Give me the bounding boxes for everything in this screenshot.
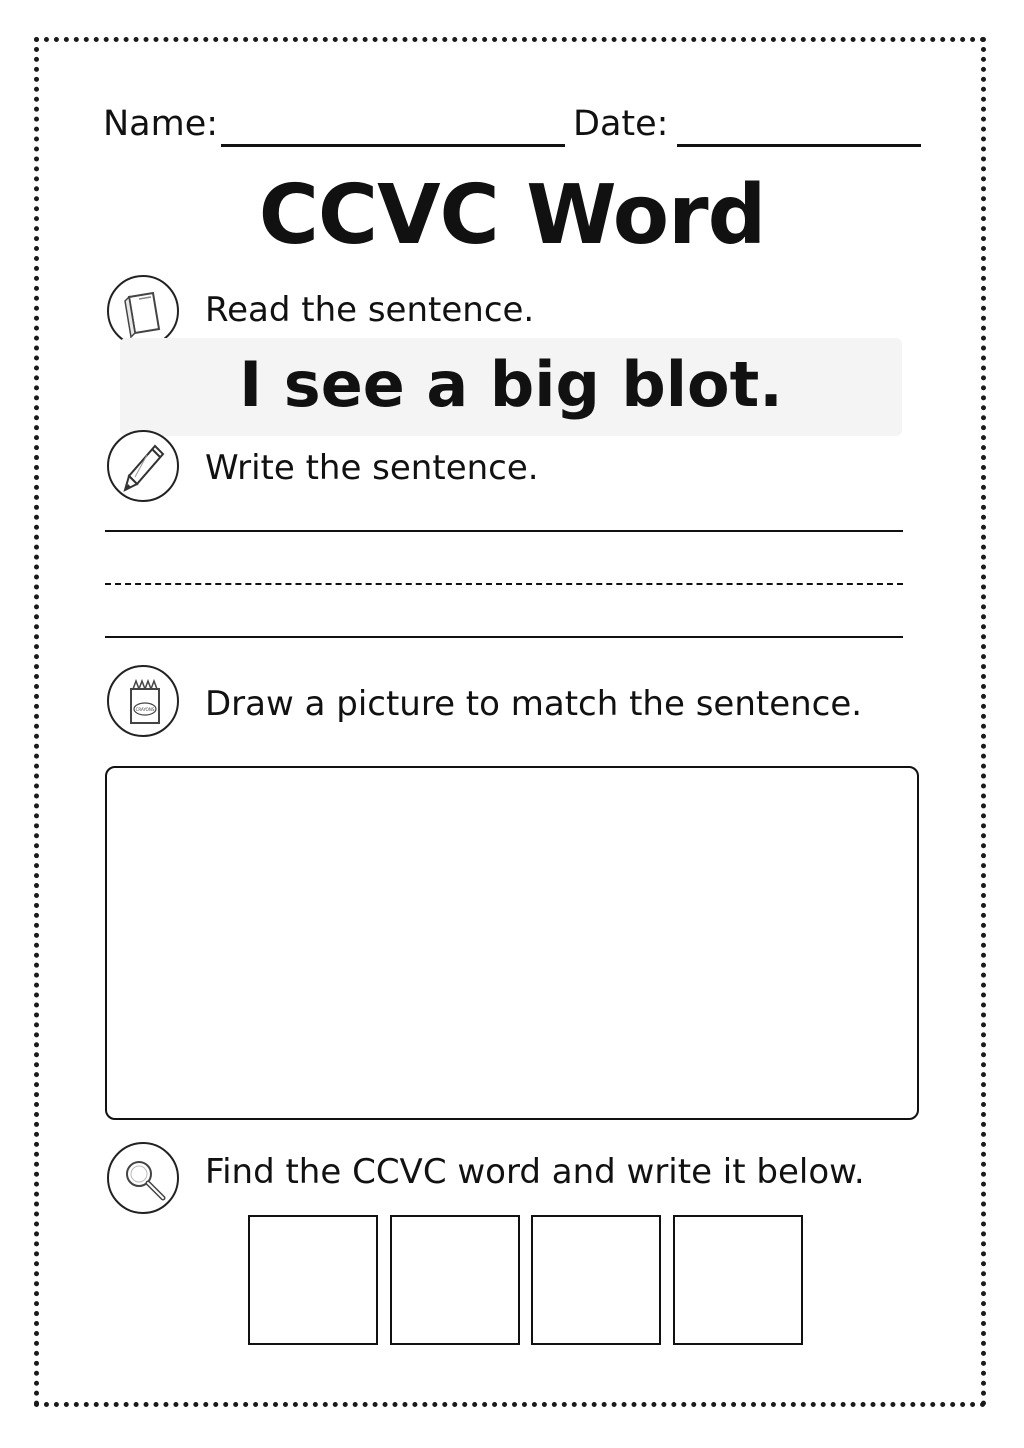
name-label: Name: xyxy=(103,104,219,144)
drawing-area[interactable] xyxy=(105,766,919,1120)
magnifier-icon xyxy=(107,1142,179,1214)
draw-instruction: Draw a picture to match the sentence. xyxy=(205,684,863,724)
crayon-box-label: CRAYONS xyxy=(135,707,155,712)
pencil-icon xyxy=(107,430,179,502)
read-instruction: Read the sentence. xyxy=(205,290,535,330)
letter-box-2[interactable] xyxy=(390,1215,520,1345)
header-row xyxy=(103,98,923,158)
date-field-line[interactable] xyxy=(677,144,921,147)
writing-line-bottom[interactable] xyxy=(105,636,903,638)
letter-box-4[interactable] xyxy=(673,1215,803,1345)
letter-box-1[interactable] xyxy=(248,1215,378,1345)
reading-sentence: I see a big blot. xyxy=(239,348,783,421)
letter-box-3[interactable] xyxy=(531,1215,661,1345)
crayons-icon xyxy=(107,665,179,737)
writing-line-top[interactable] xyxy=(105,530,903,532)
writing-line-middle[interactable] xyxy=(105,583,903,585)
date-label: Date: xyxy=(573,104,669,144)
page-title: CCVC Word xyxy=(258,168,766,263)
write-instruction: Write the sentence. xyxy=(205,448,539,488)
book-icon xyxy=(107,275,179,347)
find-instruction: Find the CCVC word and write it below. xyxy=(205,1152,865,1192)
name-field-line[interactable] xyxy=(221,144,565,147)
